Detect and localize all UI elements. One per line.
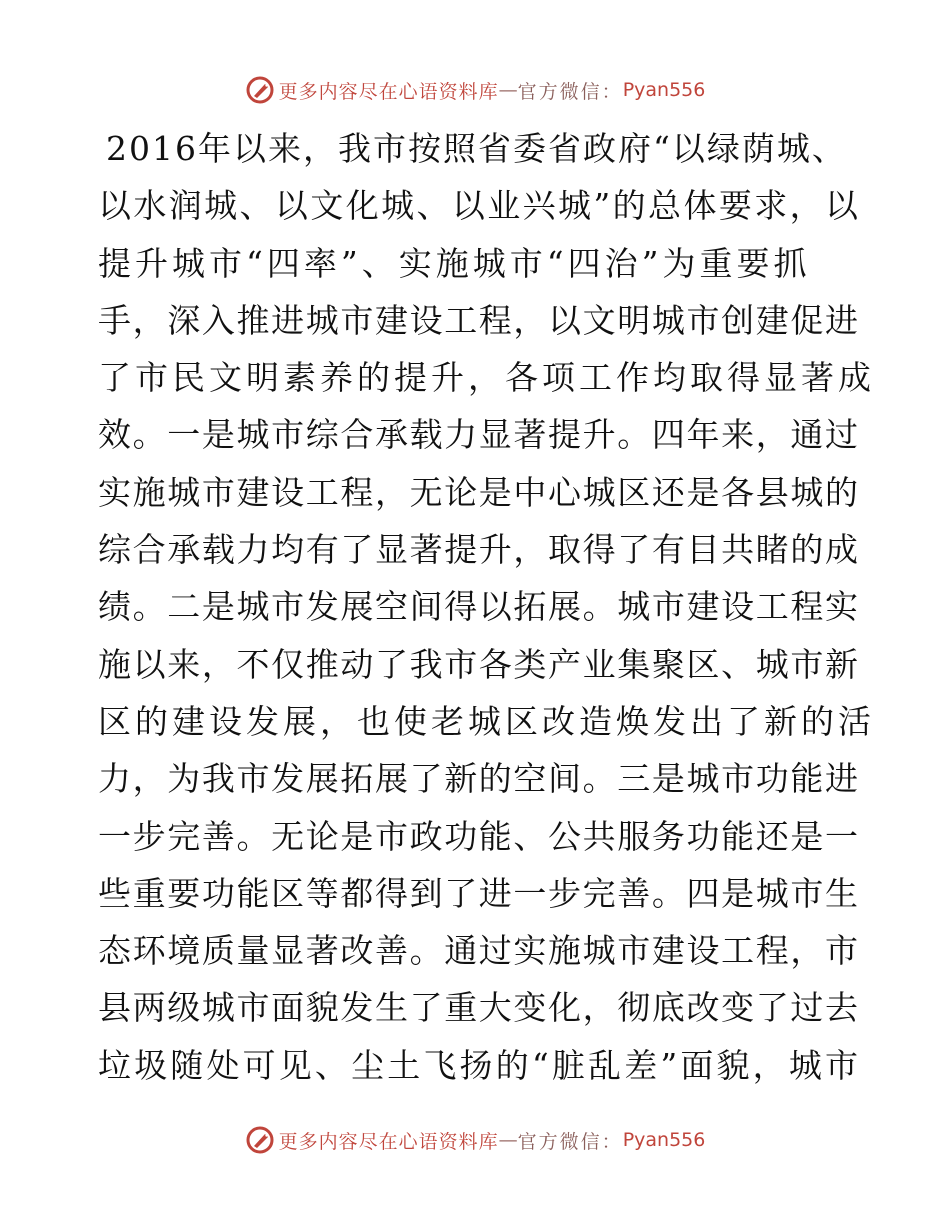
text-line: 绩。二是城市发展空间得以拓展。城市建设工程实 — [98, 587, 858, 627]
text-line: 施以来，不仅推动了我市各类产业集聚区、城市新 — [98, 644, 858, 684]
text-line: 提升城市“四率”、实施城市“四治”为重要抓 — [98, 243, 811, 283]
document-body — [98, 120, 875, 1094]
watermark-separator: — — [498, 79, 518, 101]
text-line: 了市民文明素养的提升，各项工作均取得显著成 — [98, 358, 875, 398]
text-line: 手，深入推进城市建设工程，以文明城市创建促进 — [98, 300, 858, 340]
text-line: 2016年以来，我市按照省委省政府“以绿荫城、 — [106, 129, 847, 168]
text-line: 态环境质量显著改善。通过实施城市建设工程，市 — [98, 931, 858, 971]
pen-nib-logo-icon — [245, 75, 275, 105]
text-line: 力，为我市发展拓展了新的空间。三是城市功能进 — [98, 759, 858, 799]
watermark-separator: — — [498, 1129, 518, 1151]
text-line: 以水润城、以文化城、以业兴城”的总体要求，以 — [98, 186, 858, 226]
text-line: 县两级城市面貌发生了重大变化，彻底改变了过去 — [98, 988, 858, 1028]
text-line: 综合承载力均有了显著提升，取得了有目共睹的成 — [98, 530, 858, 570]
watermark-brand: 更多内容尽在心语资料库 — [278, 1130, 499, 1153]
text-line: 区的建设发展，也使老城区改造焕发出了新的活 — [98, 701, 875, 741]
text-line: 实施城市建设工程，无论是中心城区还是各县城的 — [98, 472, 858, 512]
watermark-wechat-id: Pyan556 — [622, 79, 706, 101]
watermark-official-label: 官方微信： — [517, 80, 623, 103]
watermark-wechat-id: Pyan556 — [622, 1129, 706, 1151]
pen-nib-logo-icon — [245, 1125, 275, 1155]
watermark-official-label: 官方微信： — [517, 1130, 623, 1153]
text-line: 些重要功能区等都得到了进一步完善。四是城市生 — [98, 873, 858, 913]
text-line: 垃圾随处可见、尘土飞扬的“脏乱差”面貌，城市 — [98, 1045, 858, 1085]
text-line: 效。一是城市综合承载力显著提升。四年来，通过 — [98, 415, 858, 455]
watermark-brand: 更多内容尽在心语资料库 — [278, 80, 499, 103]
watermark-footer — [0, 1120, 950, 1160]
watermark-header — [0, 70, 950, 110]
text-line: 一步完善。无论是市政功能、公共服务功能还是一 — [98, 816, 858, 856]
